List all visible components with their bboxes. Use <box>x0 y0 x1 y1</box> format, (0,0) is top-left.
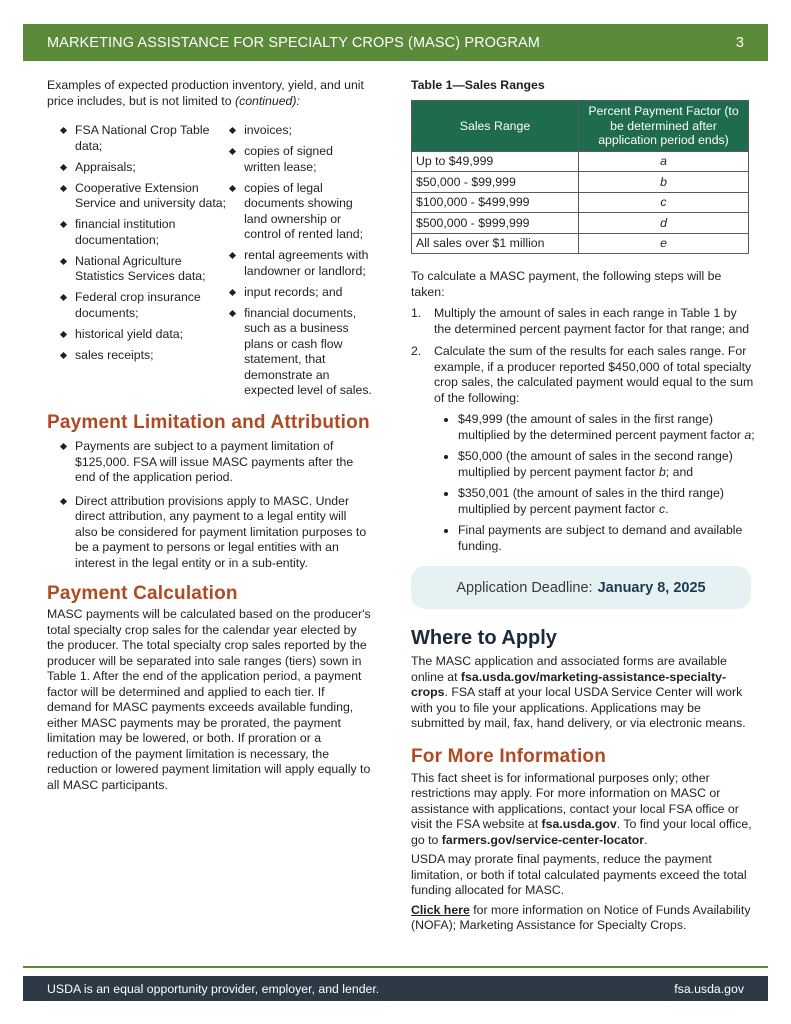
masc-link[interactable]: fsa.usda.gov/marketing-assistance-specialty-crops <box>411 669 727 699</box>
where-to-apply-heading: Where to Apply <box>411 627 557 649</box>
list-item-text: National Agriculture Statistics Services data; <box>75 253 206 283</box>
list-item-text: Direct attribution provisions apply to MASC. Under direct attribution, any payment to a legal entity will also be considered for payment limitation purposes to be a payment to persons or legal entities with an interest in the legal entity or in a sub-entity. <box>75 493 367 570</box>
list-item <box>58 181 227 212</box>
diamond-bullet-icon <box>60 351 67 358</box>
list-item <box>58 290 227 321</box>
dot-bullet-icon <box>444 418 448 422</box>
service-center-link[interactable]: farmers.gov/service-center-locator <box>441 832 645 847</box>
fsa-link[interactable]: fsa.usda.gov <box>541 817 617 831</box>
sub-end: . <box>665 501 669 516</box>
more-info-text: . To find your local office, go to <box>411 817 752 847</box>
sub-end: ; and <box>665 464 694 479</box>
diamond-bullet-icon <box>229 288 236 295</box>
diamond-bullet-icon <box>229 252 236 259</box>
payment-calculation-text: MASC payments will be calculated based on the producer's total specialty crop sales for the calendar year elected by the producer. The total specialty crop sales reported by the producer will be separated into sale ranges (tiers) sown in Table 1. After the end of the application period, a payment factor will be determined and applied to each tier. If demand for MASC payments exceeds available funding, either MASC payments may be prorated, the payment limitation may be lowered, or both. If proration or a reduction of the payment limitation is necessary, the reduction or lowered payment limitation will apply equally to all MASC participants. <box>47 607 371 792</box>
list-item-text: rental agreements with landowner or landlord; <box>244 248 369 278</box>
list-item <box>227 285 372 301</box>
intro-text: Examples of expected production inventory, yield, and unit price includes, but is not limited to <box>47 78 364 108</box>
sub-text: $350,001 (the amount of sales in the third range) multiplied by percent payment factor <box>458 486 724 516</box>
list-item-text: Payments are subject to a payment limitation of $125,000. FSA will issue MASC payments after the end of the application period. <box>75 439 354 484</box>
footer-bar <box>23 976 768 1001</box>
list-item-text: financial documents, such as a business plans or cash flow statement, that demonstrate an expected level of sales. <box>244 305 372 397</box>
list-item-text: Cooperative Extension Service and university data; <box>75 180 227 210</box>
left-column <box>47 78 372 793</box>
sales-range-cell: All sales over $1 million <box>412 233 579 254</box>
apply-text-before: The MASC application and associated forms are available online at <box>411 654 727 684</box>
list-item-text: copies of legal documents showing land ownership or control of rented land; <box>244 180 364 241</box>
list-item-text: financial institution documentation; <box>75 217 176 247</box>
list-item <box>58 160 227 176</box>
more-info-text: This fact sheet is for informational purposes only; other restrictions may apply. For more information on MASC or assistance with applications, contact your local FSA office or visit the FSA website at <box>411 770 739 831</box>
sales-range-cell: $500,000 - $999,999 <box>412 213 579 234</box>
sub-factor: a <box>744 427 752 442</box>
payment-limitation-list <box>58 439 372 571</box>
diamond-bullet-icon <box>60 221 67 228</box>
diamond-bullet-icon <box>60 497 67 504</box>
where-to-apply-text <box>411 654 757 732</box>
examples-list <box>58 123 372 404</box>
factor-cell: e <box>579 233 749 254</box>
right-column <box>411 78 757 934</box>
diamond-bullet-icon <box>229 184 236 191</box>
examples-column-1 <box>58 123 227 404</box>
step-sub-list <box>442 412 757 554</box>
list-item-text: FSA National Crop Table data; <box>75 123 210 153</box>
steps-intro: To calculate a MASC payment, the following steps will be taken: <box>411 269 722 299</box>
list-item-text: historical yield data; <box>75 326 183 341</box>
header-bar <box>23 24 768 61</box>
list-item <box>227 144 372 175</box>
payment-calculation-heading: Payment Calculation <box>47 583 238 604</box>
more-info-paragraph-2: USDA may prorate final payments, reduce the payment limitation, or both if total calculated payments exceed the total funding allocated for MASC. <box>411 852 747 897</box>
factor-cell: b <box>579 172 749 193</box>
footer-divider <box>23 966 768 968</box>
sales-range-cell: $50,000 - $99,999 <box>412 172 579 193</box>
diamond-bullet-icon <box>60 257 67 264</box>
diamond-bullet-icon <box>229 127 236 134</box>
application-deadline-box <box>411 566 751 609</box>
diamond-bullet-icon <box>60 443 67 450</box>
list-item-text: copies of signed written lease; <box>244 144 333 174</box>
list-item <box>58 439 372 486</box>
diamond-bullet-icon <box>229 309 236 316</box>
list-item <box>442 523 757 554</box>
diamond-bullet-icon <box>60 184 67 191</box>
diamond-bullet-icon <box>60 294 67 301</box>
deadline-label: Application Deadline: <box>456 579 593 596</box>
list-item <box>58 348 227 364</box>
table-row <box>412 233 749 254</box>
step-text: Multiply the amount of sales in each range in Table 1 by the determined percent payment factor for that range; and <box>434 306 750 336</box>
more-info-text: . <box>644 832 648 847</box>
more-info-heading: For More Information <box>411 745 607 767</box>
list-item <box>227 306 372 399</box>
list-item <box>227 181 372 243</box>
diamond-bullet-icon <box>60 127 67 134</box>
sub-factor: c <box>658 501 666 516</box>
table-title: Table 1—Sales Ranges <box>411 78 545 92</box>
apply-text-after: . FSA staff at your local USDA Service Center will work with you to file your applications. Applications may be submitted by mail, fax, hand delivery, or via electronic means. <box>411 685 746 730</box>
factor-cell: a <box>579 151 749 172</box>
table-row <box>412 151 749 172</box>
list-item-text: Appraisals; <box>75 159 136 174</box>
table-row <box>412 213 749 234</box>
footer-statement: USDA is an equal opportunity provider, employer, and lender. <box>47 981 380 996</box>
more-info-paragraph-3 <box>411 903 757 934</box>
sub-factor: b <box>658 464 666 479</box>
step-number: 2. <box>411 344 422 358</box>
dot-bullet-icon <box>444 455 448 459</box>
list-item <box>442 449 757 480</box>
list-item <box>58 123 227 154</box>
column-header-sales-range: Sales Range <box>412 101 579 152</box>
step-text: Calculate the sum of the results for each sales range. For example, if a producer reported $450,000 of total specialty crop sales, the calculated payment would equal to the sum of the following: <box>434 344 754 405</box>
table-header-row <box>412 101 749 152</box>
diamond-bullet-icon <box>60 163 67 170</box>
column-header-payment-factor: Percent Payment Factor (to be determined after application period ends) <box>579 101 749 152</box>
list-item <box>58 217 227 248</box>
header-title: MARKETING ASSISTANCE FOR SPECIALTY CROPS (MASC) PROGRAM <box>47 34 540 51</box>
intro-continued: (continued): <box>234 93 300 108</box>
click-here-link[interactable]: Click here <box>411 902 470 917</box>
diamond-bullet-icon <box>60 330 67 337</box>
factor-cell: c <box>579 192 749 213</box>
list-item <box>58 494 372 572</box>
payment-limitation-heading: Payment Limitation and Attribution <box>47 412 370 433</box>
more-info-text: for more information on Notice of Funds Availability (NOFA); Marketing Assistance for Specialty Crops. <box>411 902 751 932</box>
list-item-text: input records; and <box>244 284 343 299</box>
sub-text: $50,000 (the amount of sales in the second range) multiplied by percent payment factor <box>458 449 733 479</box>
diamond-bullet-icon <box>229 148 236 155</box>
list-item <box>58 254 227 285</box>
dot-bullet-icon <box>444 529 448 533</box>
list-item-text: sales receipts; <box>75 347 154 362</box>
list-item <box>442 412 757 443</box>
sales-ranges-table <box>411 100 749 254</box>
table-row <box>412 192 749 213</box>
list-item <box>227 123 372 139</box>
page-number: 3 <box>735 34 744 51</box>
list-item <box>58 327 227 343</box>
dot-bullet-icon <box>444 492 448 496</box>
sales-range-cell: Up to $49,999 <box>412 151 579 172</box>
factor-cell: d <box>579 213 749 234</box>
intro-paragraph <box>47 78 372 109</box>
more-info-paragraph-1 <box>411 771 757 849</box>
sales-range-cell: $100,000 - $499,999 <box>412 192 579 213</box>
list-item <box>227 248 372 279</box>
table-row <box>412 172 749 193</box>
step-item <box>411 344 757 554</box>
sub-text: Final payments are subject to demand and available funding. <box>458 523 743 553</box>
list-item-text: Federal crop insurance documents; <box>75 290 201 320</box>
step-number: 1. <box>411 306 422 320</box>
footer-url[interactable]: fsa.usda.gov <box>674 981 744 996</box>
deadline-date: January 8, 2025 <box>597 579 706 596</box>
sub-text: $49,999 (the amount of sales in the first range) multiplied by the determined percent payment factor <box>458 412 745 442</box>
examples-column-2 <box>227 123 372 404</box>
step-item <box>411 306 757 337</box>
sub-end: ; <box>751 427 755 442</box>
list-item-text: invoices; <box>244 123 292 137</box>
steps-list <box>411 306 757 554</box>
list-item <box>442 486 757 517</box>
